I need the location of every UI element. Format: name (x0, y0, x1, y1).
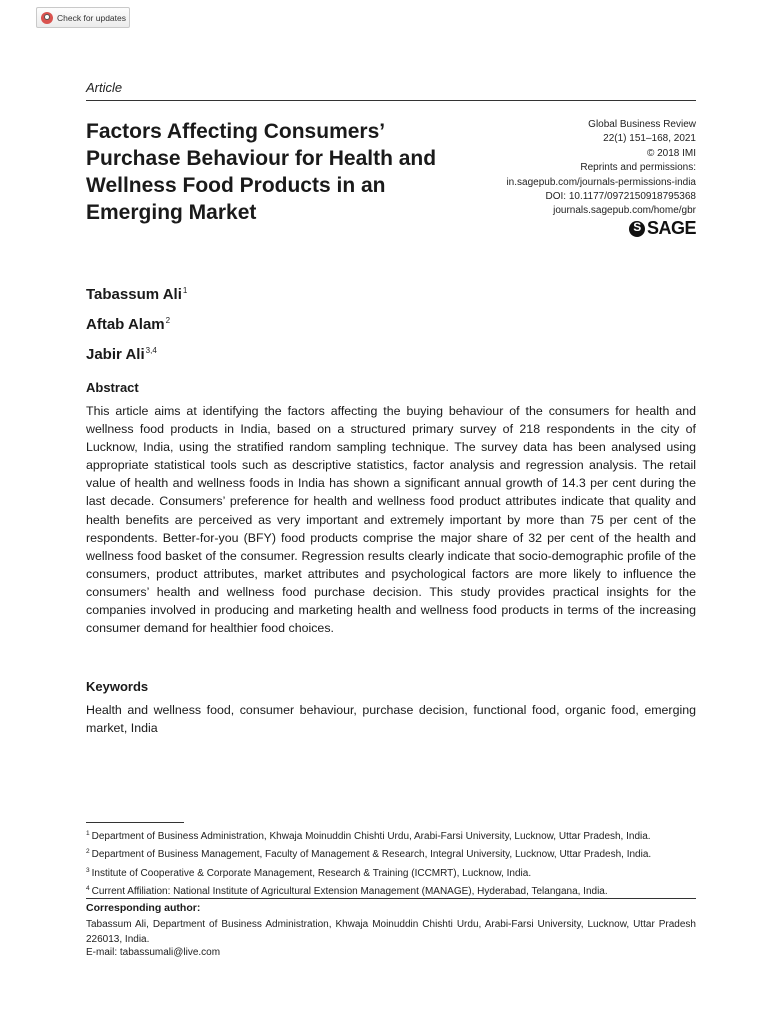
author-name: Tabassum Ali (86, 286, 182, 303)
journal-name: Global Business Review (588, 119, 696, 130)
journal-copyright: © 2018 IMI (646, 147, 696, 159)
footnote-text: Department of Business Administration, Khwaja Moinuddin Chishti Urdu, Arabi-Farsi University, Lucknow, Uttar Pradesh, India. (91, 831, 651, 842)
updates-icon (41, 12, 53, 24)
footnote-text: Department of Business Management, Faculty of Management & Research, Integral University, Lucknow, Uttar Pradesh, India. (91, 849, 652, 861)
article-type-label: Article (86, 80, 123, 95)
author-list (86, 278, 187, 368)
abstract-heading: Abstract (86, 380, 139, 395)
journal-info (436, 118, 696, 219)
journal-doi[interactable]: DOI: 10.1177/0972150918795368 (545, 191, 696, 203)
author-item (86, 338, 187, 368)
author-affiliation-marker: 3,4 (145, 346, 157, 355)
abstract-text: This article aims at identifying the factors affecting the buying behaviour of the consumers for health and wellness food products in India, based on a structured primary survey of 218 respondents in the city of Lucknow, India, using the stratified random sampling technique. The survey data has been analysed using appropriate statistical tools such as descriptive statistics, factor analysis and regression analysis. The retail value of health and wellness foods in India has shown a significant annual growth of 14.3 per cent during the last decade. Consumers’ preference for health and wellness food product attributes indicate that quality and health benefits are perceived as very important and extremely important by more than 75 per cent of the respondents. Better-for-you (BFY) food products comprise the major share of 32 per cent of the health and wellness food basket of the consumer. Regression results clearly indicate that socio-demographic profile of the consumers, product attributes, market attributes and psychological factors are more likely to influence the consumers’ health and wellness food purchase decision. This study provides practical insights for the companies involved in producing and marketing health and wellness food products in terms of the increasing consumer demand for healthier food choices. (86, 404, 696, 636)
footnote-item (86, 881, 706, 899)
journal-homepage-link[interactable]: journals.sagepub.com/home/gbr (553, 205, 696, 217)
keywords-heading: Keywords (86, 679, 149, 694)
footnote-divider (86, 822, 184, 823)
author-name: Jabir Ali (86, 346, 145, 363)
author-item (86, 278, 187, 308)
check-for-updates-button[interactable] (36, 7, 130, 28)
author-item (86, 308, 187, 338)
sage-logo-icon (629, 221, 645, 237)
sage-logo (629, 218, 696, 239)
footnote-marker: 4 (86, 885, 90, 893)
footnote-marker: 1 (86, 830, 90, 837)
keywords-text: Health and wellness food, consumer behaviour, purchase decision, functional food, organic food, emerging market, India (86, 703, 696, 736)
footnote-item (86, 826, 706, 844)
corresponding-author-heading: Corresponding author: (86, 902, 201, 914)
author-affiliation-marker: 2 (165, 316, 171, 325)
header-divider (86, 100, 696, 101)
article-title: Factors Affecting Consumers’ Purchase Behaviour for Health and Wellness Food Products in an Emerging Market (86, 120, 437, 224)
author-name: Aftab Alam (86, 316, 165, 333)
journal-permissions-link[interactable]: in.sagepub.com/journals-permissions-india (506, 176, 696, 188)
affiliation-footnotes (86, 826, 706, 900)
corresponding-author-text: Tabassum Ali, Department of Business Administration, Khwaja Moinuddin Chishti Urdu, Arabi-Farsi University, Lucknow, Uttar Pradesh 226013, India. (86, 919, 696, 946)
journal-volume: 22(1) 151–168, 2021 (603, 133, 696, 145)
sage-logo-text: SAGE (646, 218, 696, 238)
author-affiliation-marker: 1 (182, 286, 188, 295)
journal-reprints: Reprints and permissions: (580, 162, 696, 174)
footnote-item (86, 863, 706, 881)
footnote-text: Current Affiliation: National Institute of Agricultural Extension Management (MANAGE), Hyderabad, Telangana, India. (91, 886, 608, 898)
footnote-text: Institute of Cooperative & Corporate Management, Research & Training (ICCMRT), Lucknow, India. (91, 867, 532, 879)
corresponding-author-email[interactable]: E-mail: tabassumali@live.com (86, 947, 221, 958)
footnote-item (86, 844, 706, 862)
footnote-marker: 2 (86, 848, 90, 856)
corresponding-divider (86, 898, 696, 899)
footnote-marker: 3 (86, 866, 90, 874)
check-for-updates-label: Check for updates (57, 12, 126, 23)
